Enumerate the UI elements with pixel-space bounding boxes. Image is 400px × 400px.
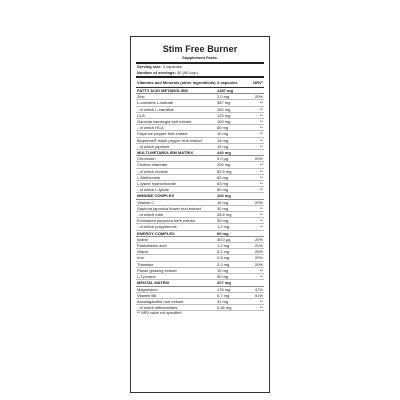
ingredient-name: Zinc xyxy=(137,94,145,100)
ingredient-amount: 16 mg xyxy=(217,137,229,143)
ingredient-table xyxy=(136,88,264,311)
ingredient-nrv: 20% xyxy=(254,94,263,100)
ingredient-name: MULTI-METABOLISM MATRIX xyxy=(137,150,193,156)
ingredient-nrv: ** xyxy=(259,212,263,218)
ingredient-name: Garcinia cambogia fruit extract xyxy=(137,119,192,125)
ingredient-amount: 60 mg xyxy=(217,125,229,131)
ingredient-name: Chromium xyxy=(137,156,156,162)
ingredient-nrv: ** xyxy=(259,162,263,168)
ingredient-name: CLA xyxy=(137,112,145,118)
column-header-name: Vitamins and Minerals (other ingredients) xyxy=(137,80,216,85)
ingredient-amount: 30.0 µg xyxy=(217,236,231,242)
ingredient-nrv: 20% xyxy=(254,236,263,242)
ingredient-amount: 10 mg xyxy=(217,267,229,273)
ingredient-name: Choline bitartrate xyxy=(137,162,168,168)
ingredient-name: L-lysine hydrochloride xyxy=(137,181,176,187)
ingredient-name: Niacin xyxy=(137,249,149,255)
ingredient-nrv: ** xyxy=(259,131,263,137)
ingredient-nrv: ** xyxy=(259,125,263,131)
ingredient-amount: 9.0 µg xyxy=(217,156,229,162)
ingredient-nrv: 47% xyxy=(254,286,263,292)
ingredient-name: Bioperine® black pepper fruit extract xyxy=(137,137,202,143)
ingredient-amount: 106 mg xyxy=(217,193,231,199)
ingredient-name: L-Methionine xyxy=(137,174,161,180)
ingredient-nrv: ** xyxy=(259,174,263,180)
ingredient-nrv: ** xyxy=(259,106,263,112)
ingredient-name: IMMUNE COMPLEX xyxy=(137,193,175,199)
ingredient-nrv: ** xyxy=(259,112,263,118)
column-header-nrv: NRV² xyxy=(253,80,263,85)
ingredient-amount: 2.8 mg xyxy=(217,255,230,261)
ingredient-amount: 28.6 mg xyxy=(217,212,232,218)
ingredient-nrv: ** xyxy=(259,205,263,211)
ingredient-amount: 0.2 mg xyxy=(217,261,230,267)
nrv-footnote: ** NRV value not specified xyxy=(137,311,182,316)
ingredient-name: Cayenne pepper fruit extract xyxy=(137,131,188,137)
ingredient-name: L-Tyrosine xyxy=(137,274,156,280)
ingredient-name: - of which piperine xyxy=(137,143,170,149)
ingredient-nrv xyxy=(247,150,263,155)
product-title: Stim Free Burner xyxy=(162,44,238,54)
label-subtitle: Supplement Facts: xyxy=(182,55,218,60)
ingredient-amount: 387 mg xyxy=(217,100,231,106)
ingredient-amount: 16 mg xyxy=(217,199,229,205)
ingredient-amount: 50 mg xyxy=(217,187,229,193)
ingredient-name: - of which withanolides xyxy=(137,305,178,311)
ingredient-nrv xyxy=(247,280,263,285)
ingredient-nrv: ** xyxy=(259,100,263,106)
ingredient-nrv: ** xyxy=(259,119,263,125)
ingredient-amount: 82.5 mg xyxy=(217,168,232,174)
ingredient-amount: 2.0 mg xyxy=(217,94,230,100)
ingredient-amount: 10 mg xyxy=(217,131,229,137)
serving-size-label: Serving size: xyxy=(137,64,162,69)
ingredient-amount: 207 mg xyxy=(217,280,231,286)
ingredient-amount: 1487 mg xyxy=(217,88,234,93)
ingredient-amount: 440 mg xyxy=(217,150,231,156)
ingredient-name: L-carnitine L-tartrate xyxy=(137,100,174,106)
ingredient-name: - of which L-lysine xyxy=(137,187,170,193)
ingredient-nrv xyxy=(247,88,263,93)
ingredient-nrv: 20% xyxy=(254,255,263,261)
ingredient-name: - of which polyphenols xyxy=(137,224,177,230)
ingredient-name: Vitamin B6 xyxy=(137,292,157,298)
ingredient-nrv: ** xyxy=(259,224,263,230)
ingredient-name: MENTAL MATRIX xyxy=(137,280,170,286)
ingredient-nrv: 20% xyxy=(254,199,263,205)
ingredient-name: Iron xyxy=(137,255,144,261)
ingredient-nrv: ** xyxy=(259,181,263,187)
ingredient-nrv: 20% xyxy=(254,261,263,267)
ingredient-amount: 100 mg xyxy=(217,119,231,125)
ingredient-nrv: ** xyxy=(259,143,263,149)
ingredient-name: FATTY ACID METABOLISM xyxy=(137,88,188,93)
ingredient-amount: 200 mg xyxy=(217,162,231,168)
ingredient-amount: 31 mg xyxy=(217,298,229,304)
ingredient-amount: 1.2 mg xyxy=(217,243,230,249)
supplement-facts-label xyxy=(130,36,270,393)
ingredient-nrv: ** xyxy=(259,218,263,224)
ingredient-nrv: ** xyxy=(259,267,263,273)
ingredient-nrv xyxy=(247,231,263,236)
ingredient-amount: 260 mg xyxy=(217,106,231,112)
ingredient-amount: 50 mg xyxy=(217,274,229,280)
ingredient-amount: 60 mg xyxy=(217,230,229,236)
ingredient-name: - of which choline xyxy=(137,168,168,174)
ingredient-name: - of which rutin xyxy=(137,212,164,218)
ingredient-name: Ashwagandha root extract xyxy=(137,298,184,304)
ingredient-nrv: ** xyxy=(259,187,263,193)
ingredient-name: Pantothenic acid xyxy=(137,243,167,249)
serving-size-value: 3 capsules xyxy=(162,64,182,69)
ingredient-name: Vitamin C xyxy=(137,199,155,205)
ingredient-nrv xyxy=(247,193,263,198)
ingredient-name: Echinacea purpurea herb extract xyxy=(137,218,196,224)
ingredient-nrv: 51% xyxy=(254,292,263,298)
ingredient-amount: 15 mg xyxy=(217,143,229,149)
ingredient-amount: 1.2 mg xyxy=(217,224,230,230)
column-header-amount: 3 capsules xyxy=(217,80,238,85)
servings-label: Number of servings: xyxy=(137,70,176,75)
ingredient-amount: 3.2 mg xyxy=(217,249,230,255)
ingredient-name: - of which L-carnitine xyxy=(137,106,174,112)
ingredient-amount: 30 mg xyxy=(217,218,229,224)
ingredient-nrv: 20% xyxy=(254,243,263,249)
ingredient-nrv: 20% xyxy=(254,156,263,162)
ingredient-amount: 176 mg xyxy=(217,286,231,292)
ingredient-name: Saphora japonica flower bud extract xyxy=(137,205,201,211)
ingredient-nrv: ** xyxy=(259,298,263,304)
ingredient-nrv: ** xyxy=(259,274,263,280)
ingredient-nrv: ** xyxy=(259,168,263,174)
ingredient-amount: 63 mg xyxy=(217,181,229,187)
ingredient-name: Panax ginseng extract xyxy=(137,267,177,273)
ingredient-name: ENERGY COMPLEX xyxy=(137,230,175,236)
table-header xyxy=(136,78,264,87)
ingredient-amount: 60 mg xyxy=(217,174,229,180)
ingredient-name: Magnesium xyxy=(137,286,158,292)
ingredient-nrv: ** xyxy=(259,137,263,143)
ingredient-nrv: 20% xyxy=(254,249,263,255)
ingredient-nrv: ** xyxy=(259,305,263,311)
servings-value: 30 (90 kap.) xyxy=(177,70,199,75)
ingredient-name: - of which HCA xyxy=(137,125,164,131)
ingredient-amount: 0.7 mg xyxy=(217,292,230,298)
ingredient-amount: 0.46 mg xyxy=(217,305,232,311)
ingredient-name: Iodine xyxy=(137,236,148,242)
ingredient-amount: 30 mg xyxy=(217,205,229,211)
ingredient-amount: 120 mg xyxy=(217,112,231,118)
ingredient-name: Thiamine xyxy=(137,261,154,267)
